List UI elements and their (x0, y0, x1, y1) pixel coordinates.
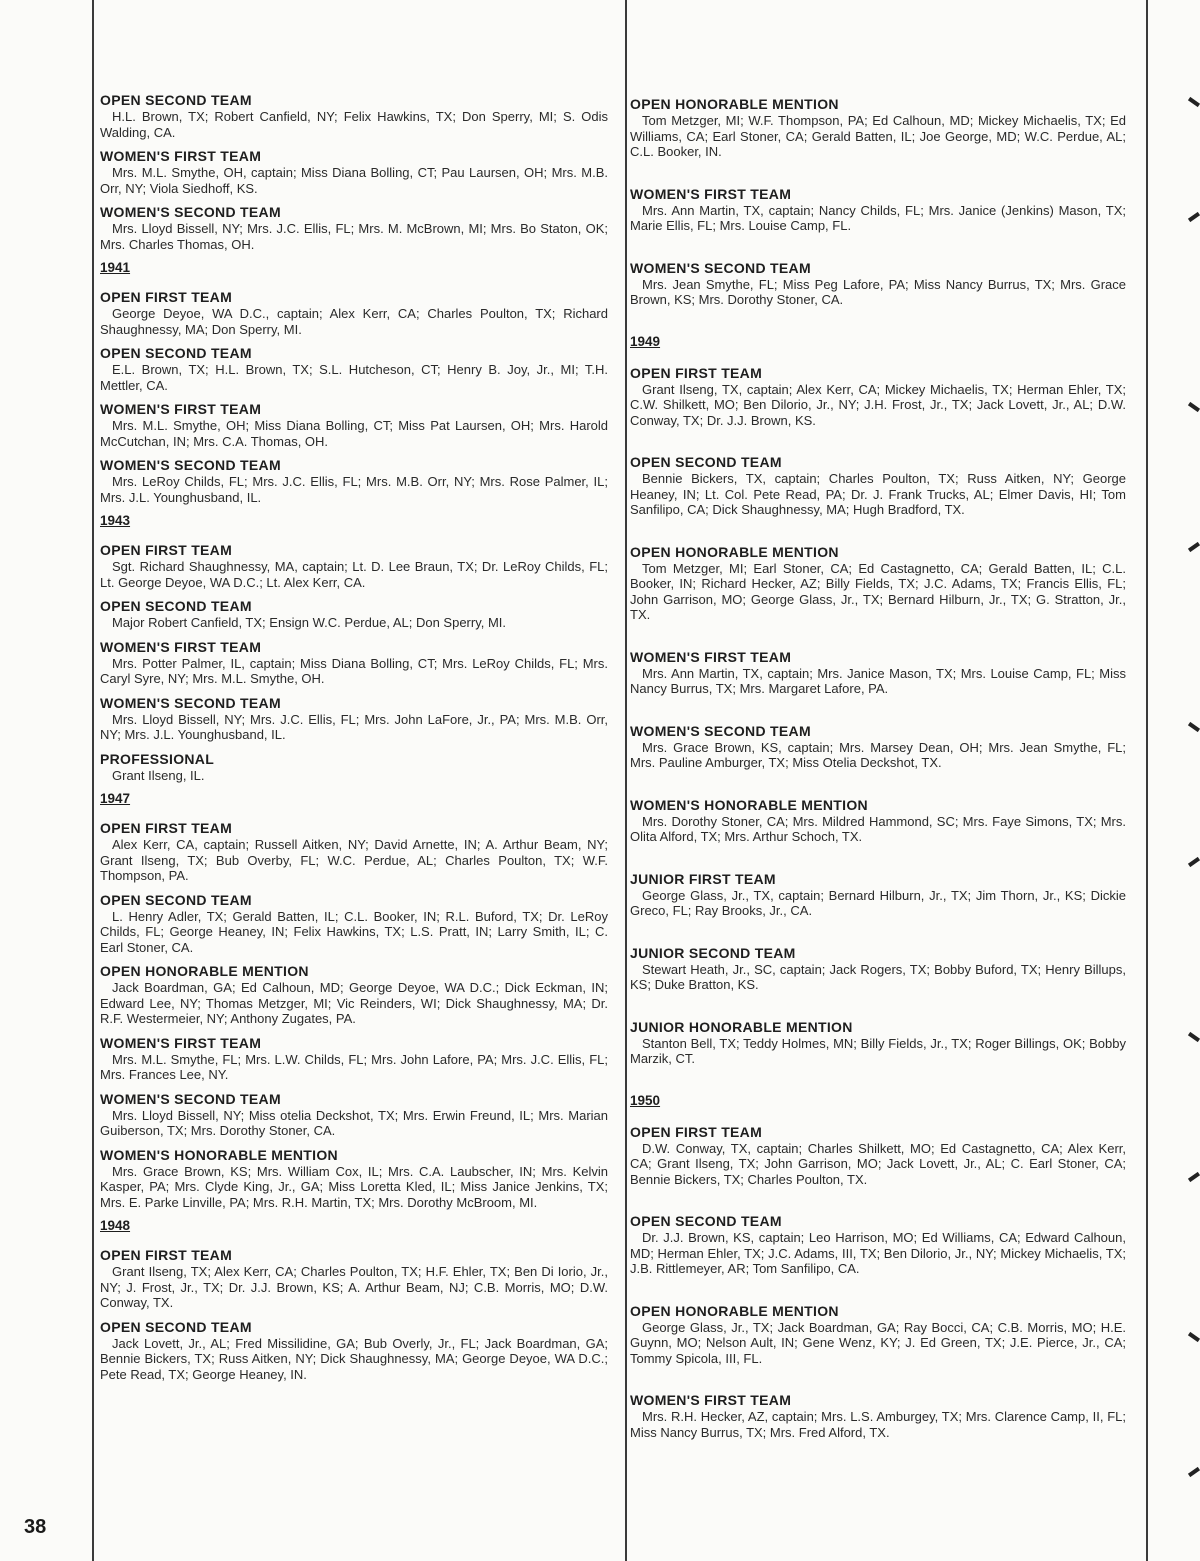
team-members: Tom Metzger, MI; Earl Stoner, CA; Ed Castagnetto, CA; Gerald Batten, IL; C.L. Booker, IN; Richard Hecker, AZ; Billy Fields, TX; J.C. Adams, TX; Francis Ellis, FL; John Garrison, MO; George Glass, Jr., TX; Bernard Hilburn, Jr., TX; G. Stratton, Jr., TX. (630, 560, 1126, 622)
team-heading: JUNIOR SECOND TEAM (630, 944, 796, 961)
team-heading: OPEN HONORABLE MENTION (630, 1302, 839, 1319)
team-heading: OPEN SECOND TEAM (100, 891, 252, 908)
team-section (630, 365, 1126, 429)
left-margin-rule (92, 0, 94, 1561)
team-heading: OPEN HONORABLE MENTION (100, 963, 309, 979)
team-heading: WOMEN'S FIRST TEAM (100, 1034, 262, 1051)
team-heading: OPEN FIRST TEAM (100, 1247, 233, 1263)
team-section (100, 820, 608, 884)
page-number: 38 (24, 1516, 47, 1538)
team-heading: WOMEN'S FIRST TEAM (100, 401, 262, 417)
team-members: Bennie Bickers, TX, captain; Charles Poulton, TX; Russ Aitken, NY; George Heaney, IN; Lt. Col. Pete Read, PA; Dr. J. Frank Trucks, AL; Elmer Davis, HI; Tom Sanfilipo, CA; Dick Shaughnessy, MA; Hugh Bradford, TX. (630, 471, 1126, 517)
team-members: Mrs. Lloyd Bissell, NY; Mrs. J.C. Ellis, FL; Mrs. M. McBrown, MI; Mrs. Bo Staton, OK; Mrs. Charles Thomas, OH. (100, 221, 608, 252)
team-members: L. Henry Adler, TX; Gerald Batten, IL; C.L. Booker, IN; R.L. Buford, TX; Dr. LeRoy Childs, FL; George Heaney, IN; Felix Hawkins, TX; L.S. Pratt, IN; Larry Smith, IL; C. Earl Stoner, CA. (100, 908, 608, 955)
team-members: Alex Kerr, CA, captain; Russell Aitken, NY; David Arnette, IN; A. Arthur Beam, NY; Grant Ilseng, TX; Bub Overby, FL; W.C. Perdue, AL; Charles Poulton, TX; W.F. Thompson, PA. (100, 837, 608, 883)
team-members: Mrs. Dorothy Stoner, CA; Mrs. Mildred Hammond, SC; Mrs. Faye Simons, TX; Mrs. Olita Alford, TX; Mrs. Arthur Schoch, TX. (630, 813, 1126, 844)
team-heading: OPEN SECOND TEAM (100, 1318, 252, 1335)
team-section (630, 186, 1126, 234)
team-heading: WOMEN'S SECOND TEAM (630, 722, 811, 739)
team-members: Mrs. M.L. Smythe, OH; Miss Diana Bolling, CT; Miss Pat Laursen, OH; Mrs. Harold McCutchan, IN; Mrs. C.A. Thomas, OH. (100, 418, 608, 449)
team-members: Mrs. Ann Martin, TX, captain; Mrs. Janice Mason, TX; Mrs. Louise Camp, FL; Miss Nancy Burrus, TX; Mrs. Margaret Lafore, PA. (630, 665, 1126, 696)
team-members: Mrs. Potter Palmer, IL, captain; Miss Diana Bolling, CT; Mrs. LeRoy Childs, FL; Mrs. Caryl Syre, NY; Mrs. M.L. Smythe, OH. (100, 655, 608, 686)
team-heading: OPEN SECOND TEAM (100, 92, 252, 108)
team-members: E.L. Brown, TX; H.L. Brown, TX; S.L. Hutcheson, CT; Henry B. Joy, Jr., MI; T.H. Mettler, CA. (100, 362, 608, 393)
team-heading: WOMEN'S SECOND TEAM (100, 457, 281, 473)
team-section (100, 457, 608, 505)
team-section (100, 92, 608, 140)
team-section (100, 542, 608, 590)
team-section (100, 598, 608, 631)
team-members: Mrs. Lloyd Bissell, NY; Miss otelia Deckshot, TX; Mrs. Erwin Freund, IL; Mrs. Marian Guiberson, TX; Mrs. Dorothy Stoner, CA. (100, 1107, 608, 1138)
team-members: Mrs. Lloyd Bissell, NY; Mrs. J.C. Ellis, FL; Mrs. John LaFore, Jr., PA; Mrs. M.B. Orr, NY; Mrs. J.L. Younghusband, IL. (100, 711, 608, 742)
year-heading: 1950 (630, 1092, 661, 1108)
team-section (100, 345, 608, 393)
team-section (100, 1147, 608, 1211)
team-members: Mrs. LeRoy Childs, FL; Mrs. J.C. Ellis, FL; Mrs. M.B. Orr, NY; Mrs. Rose Palmer, IL; Mrs. J.L. Younghusband, IL. (100, 474, 608, 505)
team-section (100, 204, 608, 252)
team-heading: OPEN FIRST TEAM (100, 542, 233, 558)
team-section (630, 96, 1126, 160)
team-section (630, 871, 1126, 919)
team-section (630, 649, 1126, 697)
team-members: Stewart Heath, Jr., SC, captain; Jack Rogers, TX; Bobby Buford, TX; Henry Billups, KS; Duke Bratton, KS. (630, 961, 1126, 992)
team-heading: OPEN FIRST TEAM (630, 364, 763, 381)
team-section (630, 723, 1126, 771)
team-section (630, 454, 1126, 518)
team-members: Mrs. R.H. Hecker, AZ, captain; Mrs. L.S. Amburgey, TX; Mrs. Clarence Camp, II, FL; Miss Nancy Burrus, TX; Mrs. Fred Alford, TX. (630, 1409, 1126, 1440)
team-heading: WOMEN'S FIRST TEAM (630, 1392, 792, 1408)
team-section (100, 963, 608, 1027)
team-section (100, 148, 608, 196)
team-members: Mrs. Ann Martin, TX, captain; Nancy Childs, FL; Mrs. Janice (Jenkins) Mason, TX; Marie Ellis, FL; Mrs. Louise Camp, FL. (630, 202, 1126, 233)
team-members: H.L. Brown, TX; Robert Canfield, NY; Felix Hawkins, TX; Don Sperry, MI; S. Odis Walding, CA. (100, 109, 608, 140)
team-section (100, 892, 608, 956)
left-column (100, 92, 608, 1390)
team-heading: JUNIOR FIRST TEAM (630, 870, 776, 887)
team-section (100, 289, 608, 337)
team-section (100, 1319, 608, 1383)
team-members: George Glass, Jr., TX, captain; Bernard Hilburn, Jr., TX; Jim Thorn, Jr., KS; Dickie Greco, FL; Ray Brooks, Jr., CA. (630, 887, 1126, 918)
team-members: Grant Ilseng, IL. (112, 767, 205, 783)
team-members: Mrs. Jean Smythe, FL; Miss Peg Lafore, PA; Miss Nancy Burrus, TX; Mrs. Grace Brown, KS; Mrs. Dorothy Stoner, CA. (630, 276, 1126, 307)
team-section (630, 544, 1126, 623)
team-heading: WOMEN'S HONORABLE MENTION (100, 1146, 338, 1163)
team-heading: WOMEN'S HONORABLE MENTION (630, 796, 868, 813)
team-members: Jack Boardman, GA; Ed Calhoun, MD; George Deyoe, WA D.C.; Dick Eckman, IN; Edward Lee, NY; Thomas Metzger, MI; Vic Reinders, WI; Dick Shaughnessy, MA; Dr. R.F. Westermeier, NY; Anthony Zugates, PA. (100, 980, 608, 1026)
team-section (630, 1303, 1126, 1367)
team-heading: PROFESSIONAL (100, 750, 215, 767)
team-members: Mrs. Grace Brown, KS; Mrs. William Cox, IL; Mrs. C.A. Laubscher, IN; Mrs. Kelvin Kasper, PA; Mrs. Clyde King, Jr., GA; Miss Loretta Kled, IL; Miss Janice Jenkins, TX; Mrs. E. Parke Linville, PA; Mrs. R.H. Martin, TX; Mrs. Dorothy McBroom, MI. (100, 1163, 608, 1210)
team-section (100, 751, 608, 784)
year-heading: 1949 (630, 333, 661, 349)
team-heading: OPEN SECOND TEAM (630, 454, 782, 470)
team-heading: OPEN FIRST TEAM (100, 289, 233, 305)
team-heading: WOMEN'S SECOND TEAM (630, 259, 811, 276)
team-section (100, 1035, 608, 1083)
team-heading: OPEN SECOND TEAM (630, 1213, 782, 1229)
team-members: Dr. J.J. Brown, KS, captain; Leo Harrison, MO; Ed Williams, CA; Edward Calhoun, MD; Herman Ehler, TX; J.C. Adams, III, TX; Ben Dilorio, Jr., NY; Mickey Michaelis, TX; J.B. Rittlemeyer, AR; Tom Sanfilipo, CA. (630, 1230, 1126, 1276)
team-section (630, 945, 1126, 993)
team-section (630, 1392, 1126, 1440)
team-members: D.W. Conway, TX, captain; Charles Shilkett, MO; Ed Castagnetto, CA; Alex Kerr, CA; Grant Ilseng, TX; John Garrison, MO; Jack Lovett, Jr., AL; C. Earl Stoner, CA; Bennie Bickers, TX; Charles Poulton, TX. (630, 1140, 1126, 1187)
year-heading: 1947 (100, 791, 131, 806)
year-heading: 1948 (100, 1218, 131, 1233)
team-section (100, 639, 608, 687)
team-heading: OPEN SECOND TEAM (100, 345, 252, 361)
team-heading: JUNIOR HONORABLE MENTION (630, 1018, 853, 1035)
team-members: Grant Ilseng, TX; Alex Kerr, CA; Charles Poulton, TX; H.F. Ehler, TX; Ben Di Iorio, Jr., NY; J. Frost, Jr., TX; Dr. J.J. Brown, KS; A. Arthur Beam, NJ; C.B. Morris, MO; D.W. Conway, TX. (100, 1264, 608, 1310)
team-section (630, 797, 1126, 845)
team-members: Mrs. M.L. Smythe, OH, captain; Miss Diana Bolling, CT; Pau Laursen, OH; Mrs. M.B. Orr, NY; Viola Siedhoff, KS. (100, 165, 608, 196)
team-members: George Glass, Jr., TX; Jack Boardman, GA; Ray Bocci, CA; C.B. Morris, MO; H.E. Guynn, MO; Nelson Ault, IN; Gene Wenz, KY; J. Ed Green, TX; J.E. Pierce, Jr., CA; Tommy Spicola, III, FL. (630, 1319, 1126, 1366)
team-members: Mrs. M.L. Smythe, FL; Mrs. L.W. Childs, FL; Mrs. John Lafore, PA; Mrs. J.C. Ellis, FL; Mrs. Frances Lee, NY. (100, 1051, 608, 1082)
team-section (100, 401, 608, 449)
team-section (630, 260, 1126, 308)
right-column (630, 96, 1126, 1466)
team-heading: WOMEN'S FIRST TEAM (100, 638, 262, 655)
team-section (630, 1124, 1126, 1188)
team-members: Jack Lovett, Jr., AL; Fred Missilidine, GA; Bub Overly, Jr., FL; Jack Boardman, GA; Bennie Bickers, TX; Russ Aitken, NY; Dick Shaughnessy, MA; George Deyoe, WA D.C.; Pete Read, TX; George Heaney, IN. (100, 1335, 608, 1382)
team-members: Major Robert Canfield, TX; Ensign W.C. Perdue, AL; Don Sperry, MI. (112, 615, 507, 630)
team-heading: WOMEN'S FIRST TEAM (100, 148, 262, 164)
team-members: Grant Ilseng, TX, captain; Alex Kerr, CA; Mickey Michaelis, TX; Herman Ehler, TX; C.W. Shilkett, MO; Ben Dilorio, Jr., NY; J.H. Frost, Jr., TX; Jack Lovett, Jr., AL; D.W. Conway, TX; Dr. J.J. Brown, KS. (630, 381, 1126, 428)
team-members: Tom Metzger, MI; W.F. Thompson, PA; Ed Calhoun, MD; Mickey Michaelis, TX; Ed Williams, CA; Earl Stoner, CA; Gerald Batten, IL; Joe George, MD; W.C. Perdue, AL; C.L. Booker, IN. (630, 113, 1126, 159)
team-heading: OPEN FIRST TEAM (630, 1123, 763, 1140)
team-heading: WOMEN'S FIRST TEAM (630, 648, 792, 665)
team-heading: OPEN FIRST TEAM (100, 820, 233, 836)
team-section (100, 1091, 608, 1139)
team-heading: OPEN HONORABLE MENTION (630, 96, 839, 112)
team-members: George Deyoe, WA D.C., captain; Alex Kerr, CA; Charles Poulton, TX; Richard Shaughnessy, MA; Don Sperry, MI. (100, 306, 608, 337)
right-margin-rule (1146, 0, 1148, 1561)
team-section (100, 1247, 608, 1311)
team-heading: OPEN SECOND TEAM (100, 598, 252, 614)
team-members: Mrs. Grace Brown, KS, captain; Mrs. Marsey Dean, OH; Mrs. Jean Smythe, FL; Mrs. Pauline Amburger, TX; Miss Otelia Deckshot, TX. (630, 739, 1126, 770)
team-heading: WOMEN'S SECOND TEAM (100, 694, 281, 711)
team-section (630, 1213, 1126, 1277)
team-members: Stanton Bell, TX; Teddy Holmes, MN; Billy Fields, Jr., TX; Roger Billings, OK; Bobby Marzik, CT. (630, 1035, 1126, 1066)
team-heading: OPEN HONORABLE MENTION (630, 543, 839, 560)
year-heading: 1943 (100, 513, 131, 528)
team-section (630, 1019, 1126, 1067)
team-section (100, 695, 608, 743)
center-rule (625, 0, 627, 1561)
team-heading: WOMEN'S FIRST TEAM (630, 185, 792, 202)
year-heading: 1941 (100, 260, 131, 275)
team-heading: WOMEN'S SECOND TEAM (100, 204, 281, 220)
team-members: Sgt. Richard Shaughnessy, MA, captain; Lt. D. Lee Braun, TX; Dr. LeRoy Childs, FL; Lt. George Deyoe, WA D.C.; Lt. Alex Kerr, CA. (100, 559, 608, 590)
team-heading: WOMEN'S SECOND TEAM (100, 1090, 281, 1107)
